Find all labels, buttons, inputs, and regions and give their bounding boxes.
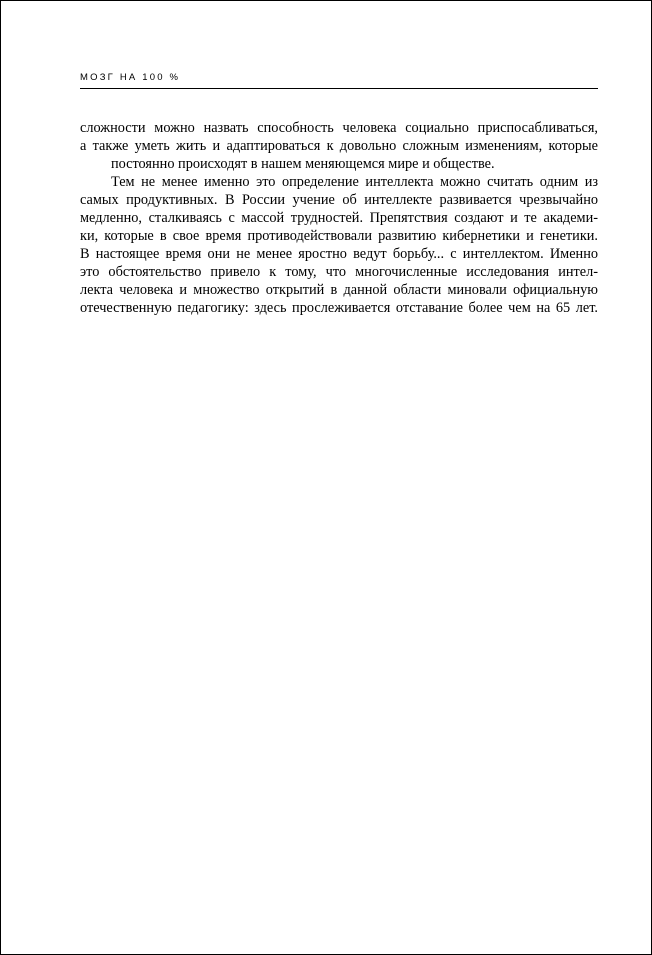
text-line: сложности можно назвать способность человека социально приспосабливаться,	[80, 120, 598, 136]
text-line: Тем не менее именно это определение интеллекта можно считать одним из	[111, 174, 598, 190]
text-line: лекта человека и множество открытий в данной области миновали официальную	[80, 282, 598, 298]
text-line: ки, которые в свое время противодействовали развитию кибернетики и генетики.	[80, 228, 598, 244]
running-head	[80, 71, 598, 89]
page-body	[80, 119, 598, 317]
text-line: это обстоятельство привело к тому, что многочисленные исследования интел-	[80, 264, 598, 280]
text-line: а также уметь жить и адаптироваться к довольно сложным изменениям, которые	[80, 138, 598, 154]
running-title: МОЗГ НА 100 %	[80, 72, 181, 83]
text-line: отечественную педагогику: здесь прослеживается отставание более чем на 65 лет.	[80, 300, 598, 316]
text-line: В настоящее время они не менее яростно ведут борьбу... с интеллектом. Именно	[80, 246, 598, 262]
text-line: самых продуктивных. В России учение об интеллекте развивается чрезвычайно	[80, 192, 598, 208]
text-line: постоянно происходят в нашем меняющемся мире и обществе.	[111, 156, 495, 172]
text-line: медленно, сталкиваясь с массой трудностей. Препятствия создают и те академи-	[80, 210, 598, 226]
paragraph-intelligence-russia	[80, 173, 598, 317]
paragraph-continuation	[80, 119, 598, 173]
